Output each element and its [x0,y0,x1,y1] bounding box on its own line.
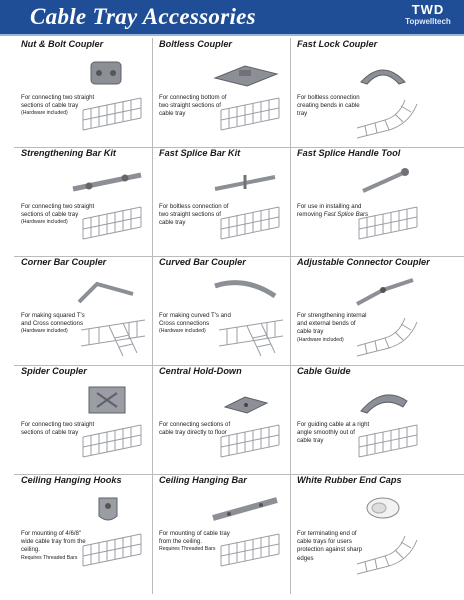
accessory-title: Central Hold-Down [159,366,242,376]
header-banner [0,0,464,36]
end-cap-icon [343,492,425,526]
description-note: (Hardware included) [21,219,68,226]
description-text: For connecting bottom of two straight sections of cable tray [159,94,227,118]
accessory-description [159,94,233,119]
accessory-cell [153,365,291,474]
strengthening-bar-icon [67,165,149,199]
description-note: (Hardware included) [297,336,344,343]
hold-down-icon [205,383,287,417]
description-text: For guiding cable at a right angle smoothly out of cable tray [297,421,370,445]
description-text: For strengthening internal and external bends of cable tray [297,312,367,336]
accessory-description [297,203,371,219]
description-note: Requires Threaded Bars [159,546,216,553]
description-text: For terminating end of cable trays for users protection against sharp edges [297,530,363,562]
boltless-coupler-icon [205,56,287,90]
description-text: For connecting two straight sections of cable tray [21,94,95,110]
accessory-description [297,421,371,446]
accessory-title: Nut & Bolt Coupler [21,39,104,49]
logo-text: Topwelltech [405,17,451,26]
accessory-description [159,530,233,553]
accessory-cell [291,38,429,147]
accessory-cell [15,365,153,474]
accessory-description [21,312,95,335]
accessory-cell [15,256,153,365]
accessory-title: Spider Coupler [21,366,87,376]
accessory-description [297,94,371,119]
description-note: Requires Threaded Bars [21,554,78,561]
description-text: For boltless connection creating bends in cable tray [297,94,360,118]
description-text: For boltless connection of two straight sections of cable tray [159,203,229,227]
accessory-cell [291,147,429,256]
handle-tool-icon [343,165,425,199]
accessory-description [21,530,95,562]
nut-bolt-coupler-icon [67,56,149,90]
accessory-cell [291,474,429,583]
logo-mark: TWD [411,2,445,17]
spider-coupler-icon [67,383,149,417]
accessory-description [159,421,233,437]
accessory-cell [15,38,153,147]
accessory-cell [153,474,291,583]
accessory-title: Fast Lock Coupler [297,39,378,49]
accessory-title: Corner Bar Coupler [21,257,107,267]
description-italic: Fast Splice Bars [323,211,369,219]
accessory-title: Ceiling Hanging Hooks [21,475,122,485]
adjustable-connector-icon [343,274,425,308]
accessory-title: Fast Splice Bar Kit [159,148,241,158]
description-text: For mounting of 4/6/8" wide cable tray from the ceiling. [21,530,86,554]
accessory-title: Adjustable Connector Coupler [297,257,430,267]
description-text: For connecting sections of cable tray directly to floor [159,421,231,437]
hanging-hook-icon [67,492,149,526]
accessory-description [297,312,371,344]
description-note: (Hardware included) [21,328,68,335]
brand-logo [400,3,456,33]
accessory-title: Strengthening Bar Kit [21,148,116,158]
accessory-cell [291,256,429,365]
accessory-description [297,530,371,563]
page-title: Cable Tray Accessories [30,4,256,29]
accessory-title: Boltless Coupler [159,39,233,49]
accessory-cell [15,147,153,256]
accessory-cell [291,365,429,474]
description-text: For use in installing and removing [297,203,362,219]
fast-splice-bar-icon [205,165,287,199]
accessory-title: Ceiling Hanging Bar [159,475,247,485]
accessory-description [21,94,95,117]
description-text: For connecting two straight sections of cable tray [21,203,95,219]
accessory-grid [14,38,464,594]
description-text: For making squared T's and Cross connections [21,312,85,328]
description-text: For making curved T's and Cross connections [159,312,231,328]
accessory-title: Cable Guide [297,366,351,376]
curved-bar-icon [205,274,287,308]
description-text: For connecting two straight sections of cable tray [21,421,95,437]
accessory-title: White Rubber End Caps [297,475,402,485]
accessory-cell [153,256,291,365]
accessory-cell [153,38,291,147]
cable-guide-icon [343,383,425,417]
accessory-title: Curved Bar Coupler [159,257,246,267]
description-note: (Hardware included) [21,110,68,117]
accessory-description [21,421,95,437]
accessory-description [159,312,233,335]
description-note: (Hardware included) [159,328,206,335]
accessory-title: Fast Splice Handle Tool [297,148,401,158]
accessory-description [21,203,95,226]
description-text: For mounting of cable tray from the ceiling. [159,530,230,546]
accessory-cell [153,147,291,256]
fast-lock-coupler-icon [343,56,425,90]
hanging-bar-icon [205,492,287,526]
corner-bar-icon [67,274,149,308]
accessory-cell [15,474,153,583]
accessory-description [159,203,233,228]
